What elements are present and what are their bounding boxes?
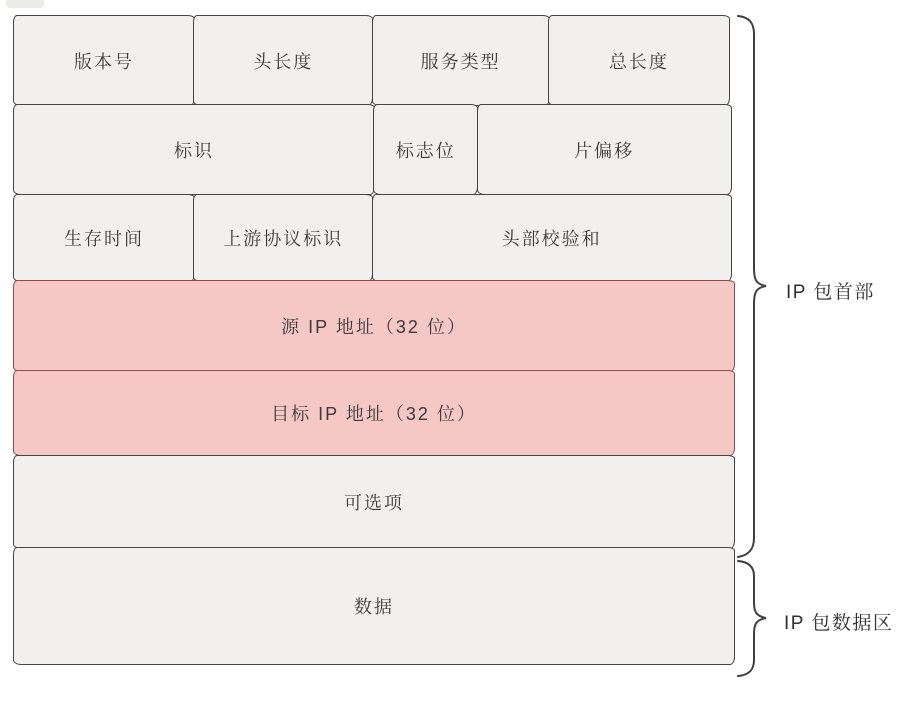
field-options: 可选项: [13, 455, 735, 549]
packet-field-grid: [13, 15, 735, 665]
row-destination-ip: [13, 370, 735, 456]
row-data: [13, 547, 735, 665]
field-identification: 标识: [13, 104, 375, 195]
field-header-length: 头长度: [193, 15, 373, 106]
field-data: 数据: [13, 547, 735, 665]
row-identification-line: [13, 104, 735, 195]
screenshot-edge-artifact: [6, 0, 44, 8]
field-upper-protocol: 上游协议标识: [193, 194, 373, 282]
header-brace: [738, 16, 766, 557]
row-version-line: [13, 15, 735, 106]
row-options: [13, 455, 735, 549]
field-source-ip: 源 IP 地址（32 位）: [13, 280, 735, 372]
field-destination-ip: 目标 IP 地址（32 位）: [13, 370, 735, 456]
field-version: 版本号: [13, 15, 195, 106]
header-brace-label: IP 包首部: [786, 282, 875, 303]
data-brace-label: IP 包数据区: [784, 613, 894, 634]
field-fragment-offset: 片偏移: [477, 104, 732, 195]
row-source-ip: [13, 280, 735, 372]
row-ttl-line: [13, 194, 735, 282]
field-service-type: 服务类型: [372, 15, 550, 106]
data-brace: [738, 561, 766, 676]
field-flags: 标志位: [373, 104, 478, 195]
field-ttl: 生存时间: [13, 194, 195, 282]
field-total-length: 总长度: [548, 15, 730, 106]
field-header-checksum: 头部校验和: [372, 194, 732, 282]
